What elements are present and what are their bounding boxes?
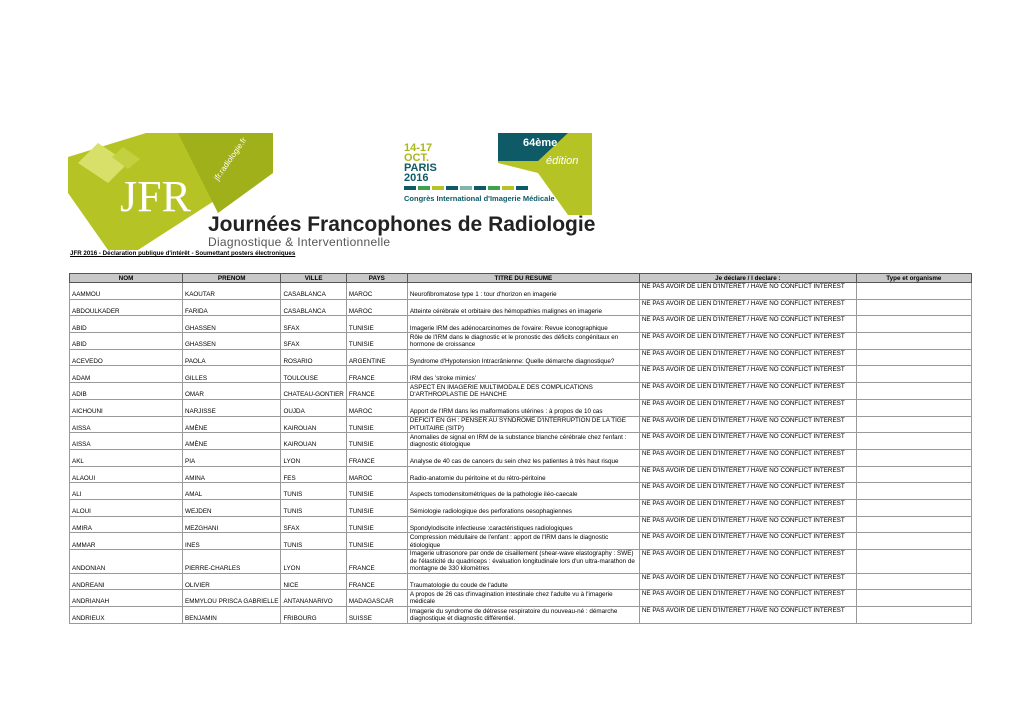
table-row (70, 399, 972, 416)
congress-date (404, 143, 437, 183)
cell-titre: Imagerie ultrasonore par onde de cisaillement (shear-wave elastography : SWE) de l'élasticité du quadriceps : évaluation longitudinale lors d'un ultra-marathon de montagne de 330 kilomètres (407, 550, 639, 574)
congres-tagline: Congrès International d'Imagerie Médicale (404, 194, 555, 203)
cell-prenom: AMAL (183, 483, 281, 500)
cell-declaration: NE PAS AVOIR DE LIEN D'INTERET / HAVE NO CONFLICT INTEREST (639, 299, 856, 316)
cell-type-organisme (856, 573, 971, 590)
cell-pays: TUNISIE (346, 333, 407, 350)
cell-ville: LYON (281, 550, 346, 574)
cell-ville: ANTANANARIVO (281, 590, 346, 607)
cell-prenom: WEJDEN (183, 499, 281, 516)
cell-type-organisme (856, 366, 971, 383)
cell-nom: ALOUI (70, 499, 183, 516)
cell-declaration: NE PAS AVOIR DE LIEN D'INTERET / HAVE NO CONFLICT INTEREST (639, 283, 856, 300)
cell-nom: ANDRIEUX (70, 606, 183, 623)
edition-word: édition (546, 155, 579, 167)
cell-type-organisme (856, 399, 971, 416)
cell-ville: TUNIS (281, 533, 346, 550)
cell-pays: TUNISIE (346, 316, 407, 333)
cell-type-organisme (856, 466, 971, 483)
cell-prenom: EMMYLOU PRISCA GABRIELLE (183, 590, 281, 607)
cell-nom: AKL (70, 449, 183, 466)
cell-titre: Imagerie du syndrome de détresse respiratoire du nouveau-né : démarche diagnostique et diagnostic différentiel. (407, 606, 639, 623)
svg-text:JFR: JFR (120, 172, 191, 221)
table-row (70, 299, 972, 316)
cell-type-organisme (856, 499, 971, 516)
cell-type-organisme (856, 383, 971, 400)
cell-nom: ABDOULKADER (70, 299, 183, 316)
cell-nom: ANDREANI (70, 573, 183, 590)
cell-ville: FRIBOURG (281, 606, 346, 623)
cell-prenom: MEZGHANI (183, 516, 281, 533)
table-row (70, 573, 972, 590)
cell-ville: FES (281, 466, 346, 483)
cell-prenom: FARIDA (183, 299, 281, 316)
cell-declaration: NE PAS AVOIR DE LIEN D'INTERET / HAVE NO CONFLICT INTEREST (639, 483, 856, 500)
cell-ville: OUJDA (281, 399, 346, 416)
cell-ville: TUNIS (281, 499, 346, 516)
cell-titre: IRM des 'stroke mimics' (407, 366, 639, 383)
cell-type-organisme (856, 283, 971, 300)
cell-nom: ANDRIANAH (70, 590, 183, 607)
page-subtitle: Diagnostique & Interventionnelle (208, 235, 391, 249)
cell-nom: ABID (70, 333, 183, 350)
cell-pays: SUISSE (346, 606, 407, 623)
cell-prenom: GHASSEN (183, 316, 281, 333)
cell-ville: KAIROUAN (281, 416, 346, 433)
cell-titre: Aspects tomodensitométriques de la pathologie iléo-caecale (407, 483, 639, 500)
cell-ville: SFAX (281, 333, 346, 350)
column-header-nom: NOM (70, 274, 183, 283)
cell-prenom: AMÈNE (183, 416, 281, 433)
table-row (70, 283, 972, 300)
cell-declaration: NE PAS AVOIR DE LIEN D'INTERET / HAVE NO CONFLICT INTEREST (639, 550, 856, 574)
table-row (70, 333, 972, 350)
page-title: Journées Francophones de Radiologie (208, 213, 596, 236)
cell-type-organisme (856, 550, 971, 574)
table-row (70, 449, 972, 466)
cell-titre: Apport de l'IRM dans les malformations utérines : à propos de 10 cas (407, 399, 639, 416)
table-row (70, 550, 972, 574)
column-header-declaration: Je déclare / I declare : (639, 274, 856, 283)
cell-titre: Imagerie IRM des adénocarcinomes de l'ovaire: Revue iconographique (407, 316, 639, 333)
cell-ville: ROSARIO (281, 349, 346, 366)
document-caption: JFR 2016 - Déclaration publique d'intérêt - Soumettant posters électroniques (70, 250, 296, 257)
cell-pays: ARGENTINE (346, 349, 407, 366)
svg-text:jfr.radiologie.fr: jfr.radiologie.fr (212, 135, 249, 183)
table-row (70, 366, 972, 383)
cell-titre: Radio-anatomie du péritoine et du rétro-péritoine (407, 466, 639, 483)
cell-type-organisme (856, 299, 971, 316)
cell-nom: ALAOUI (70, 466, 183, 483)
cell-titre: Neurofibromatose type 1 : tour d'horizon en imagerie (407, 283, 639, 300)
table-row (70, 483, 972, 500)
cell-nom: AISSA (70, 416, 183, 433)
cell-pays: FRANCE (346, 573, 407, 590)
table-row (70, 416, 972, 433)
cell-titre: Anomalies de signal en IRM de la substance blanche cérébrale chez l'enfant : diagnostic étiologique (407, 433, 639, 450)
column-header-titre: TITRE DU RESUME (407, 274, 639, 283)
column-header-pays: PAYS (346, 274, 407, 283)
cell-pays: FRANCE (346, 366, 407, 383)
cell-declaration: NE PAS AVOIR DE LIEN D'INTERET / HAVE NO CONFLICT INTEREST (639, 433, 856, 450)
column-header-type-organisme: Type et organisme (856, 274, 971, 283)
cell-ville: CASABLANCA (281, 283, 346, 300)
cell-declaration: NE PAS AVOIR DE LIEN D'INTERET / HAVE NO CONFLICT INTEREST (639, 333, 856, 350)
cell-titre: Spondylodiscite infectieuse :caractéristiques radiologiques (407, 516, 639, 533)
edition-number: 64ème (523, 137, 558, 149)
cell-pays: FRANCE (346, 550, 407, 574)
cell-pays: MAROC (346, 283, 407, 300)
cell-titre: Rôle de l'IRM dans le diagnostic et le pronostic des déficits congénitaux en hormone de croissance (407, 333, 639, 350)
cell-titre: Analyse de 40 cas de cancers du sein chez les patientes à très haut risque (407, 449, 639, 466)
cell-pays: FRANCE (346, 383, 407, 400)
cell-nom: AMIRA (70, 516, 183, 533)
cell-type-organisme (856, 433, 971, 450)
cell-ville: KAIROUAN (281, 433, 346, 450)
date-month: OCT. (404, 152, 430, 164)
table-row (70, 499, 972, 516)
cell-prenom: OMAR (183, 383, 281, 400)
table-header-row (70, 274, 972, 283)
cell-pays: TUNISIE (346, 483, 407, 500)
cell-nom: ACEVEDO (70, 349, 183, 366)
cell-prenom: GILLES (183, 366, 281, 383)
cell-titre: ASPECT EN IMAGERIE MULTIMODALE DES COMPLICATIONS D'ARTHROPLASTIE DE HANCHE (407, 383, 639, 400)
table-row (70, 606, 972, 623)
table-row (70, 433, 972, 450)
table-body (70, 283, 972, 624)
cell-pays: MAROC (346, 299, 407, 316)
table-row (70, 533, 972, 550)
cell-type-organisme (856, 333, 971, 350)
cell-type-organisme (856, 516, 971, 533)
cell-prenom: PAOLA (183, 349, 281, 366)
cell-titre: Syndrome d'Hypotension Intracrânienne: Quelle démarche diagnostique? (407, 349, 639, 366)
cell-type-organisme (856, 533, 971, 550)
cell-nom: ADAM (70, 366, 183, 383)
cell-pays: MAROC (346, 466, 407, 483)
cell-prenom: PIERRE-CHARLES (183, 550, 281, 574)
cell-pays: MAROC (346, 399, 407, 416)
cell-nom: AMMAR (70, 533, 183, 550)
jfr-header (68, 133, 596, 250)
cell-declaration: NE PAS AVOIR DE LIEN D'INTERET / HAVE NO CONFLICT INTEREST (639, 366, 856, 383)
cell-prenom: KAOUTAR (183, 283, 281, 300)
cell-titre: DEFICIT EN GH : PENSER AU SYNDROME D'INTERRUPTION DE LA TIGE PITUITAIRE (SITP) (407, 416, 639, 433)
column-header-prenom: PRENOM (183, 274, 281, 283)
cell-type-organisme (856, 449, 971, 466)
cell-pays: TUNISIE (346, 499, 407, 516)
table-row (70, 516, 972, 533)
cell-titre: Atteinte cérébrale et orbitaire des hémopathies malignes en imagerie (407, 299, 639, 316)
declarations-table (69, 273, 972, 624)
cell-pays: TUNISIE (346, 416, 407, 433)
table-row (70, 466, 972, 483)
cell-prenom: INES (183, 533, 281, 550)
date-days: 14-17 (404, 142, 433, 154)
cell-prenom: NARJISSE (183, 399, 281, 416)
cell-declaration: NE PAS AVOIR DE LIEN D'INTERET / HAVE NO CONFLICT INTEREST (639, 573, 856, 590)
cell-type-organisme (856, 590, 971, 607)
cell-type-organisme (856, 483, 971, 500)
cell-declaration: NE PAS AVOIR DE LIEN D'INTERET / HAVE NO CONFLICT INTEREST (639, 316, 856, 333)
cell-nom: AAMMOU (70, 283, 183, 300)
cell-pays: MADAGASCAR (346, 590, 407, 607)
cell-nom: ALI (70, 483, 183, 500)
cell-ville: CASABLANCA (281, 299, 346, 316)
cell-declaration: NE PAS AVOIR DE LIEN D'INTERET / HAVE NO CONFLICT INTEREST (639, 533, 856, 550)
cell-ville: SFAX (281, 316, 346, 333)
cell-pays: TUNISIE (346, 433, 407, 450)
cell-type-organisme (856, 606, 971, 623)
table-row (70, 383, 972, 400)
cell-declaration: NE PAS AVOIR DE LIEN D'INTERET / HAVE NO CONFLICT INTEREST (639, 606, 856, 623)
cell-declaration: NE PAS AVOIR DE LIEN D'INTERET / HAVE NO CONFLICT INTEREST (639, 466, 856, 483)
cell-prenom: BENJAMIN (183, 606, 281, 623)
date-year: 2016 (404, 172, 429, 184)
cell-ville: CHATEAU-GONTIER (281, 383, 346, 400)
cell-nom: AICHOUNI (70, 399, 183, 416)
cell-nom: ADIB (70, 383, 183, 400)
cell-ville: TUNIS (281, 483, 346, 500)
cell-declaration: NE PAS AVOIR DE LIEN D'INTERET / HAVE NO CONFLICT INTEREST (639, 590, 856, 607)
table-row (70, 349, 972, 366)
cell-declaration: NE PAS AVOIR DE LIEN D'INTERET / HAVE NO CONFLICT INTEREST (639, 349, 856, 366)
table-row (70, 590, 972, 607)
cell-prenom: GHASSEN (183, 333, 281, 350)
cell-prenom: PIA (183, 449, 281, 466)
cell-declaration: NE PAS AVOIR DE LIEN D'INTERET / HAVE NO CONFLICT INTEREST (639, 416, 856, 433)
cell-nom: ANDONIAN (70, 550, 183, 574)
cell-declaration: NE PAS AVOIR DE LIEN D'INTERET / HAVE NO CONFLICT INTEREST (639, 499, 856, 516)
cell-ville: NICE (281, 573, 346, 590)
cell-nom: AISSA (70, 433, 183, 450)
cell-ville: SFAX (281, 516, 346, 533)
cell-type-organisme (856, 316, 971, 333)
cell-titre: Compression médullaire de l'enfant : apport de l'IRM dans le diagnostic étiologique (407, 533, 639, 550)
column-header-ville: VILLE (281, 274, 346, 283)
cell-prenom: AMINA (183, 466, 281, 483)
cell-prenom: OLIVIER (183, 573, 281, 590)
cell-nom: ABID (70, 316, 183, 333)
cell-pays: TUNISIE (346, 533, 407, 550)
cell-declaration: NE PAS AVOIR DE LIEN D'INTERET / HAVE NO CONFLICT INTEREST (639, 399, 856, 416)
cell-titre: Traumatologie du coude de l'adulte (407, 573, 639, 590)
cell-type-organisme (856, 416, 971, 433)
cell-titre: A propos de 26 cas d'invagination intestinale chez l'adulte vu à l'imagerie médicale (407, 590, 639, 607)
date-city: PARIS (404, 162, 437, 174)
cell-pays: FRANCE (346, 449, 407, 466)
cell-ville: LYON (281, 449, 346, 466)
cell-declaration: NE PAS AVOIR DE LIEN D'INTERET / HAVE NO CONFLICT INTEREST (639, 383, 856, 400)
cell-prenom: AMÈNE (183, 433, 281, 450)
cell-declaration: NE PAS AVOIR DE LIEN D'INTERET / HAVE NO CONFLICT INTEREST (639, 516, 856, 533)
cell-ville: TOULOUSE (281, 366, 346, 383)
cell-pays: TUNISIE (346, 516, 407, 533)
cell-declaration: NE PAS AVOIR DE LIEN D'INTERET / HAVE NO CONFLICT INTEREST (639, 449, 856, 466)
cell-titre: Sémiologie radiologique des perforations oesophagiennes (407, 499, 639, 516)
cell-type-organisme (856, 349, 971, 366)
table-row (70, 316, 972, 333)
